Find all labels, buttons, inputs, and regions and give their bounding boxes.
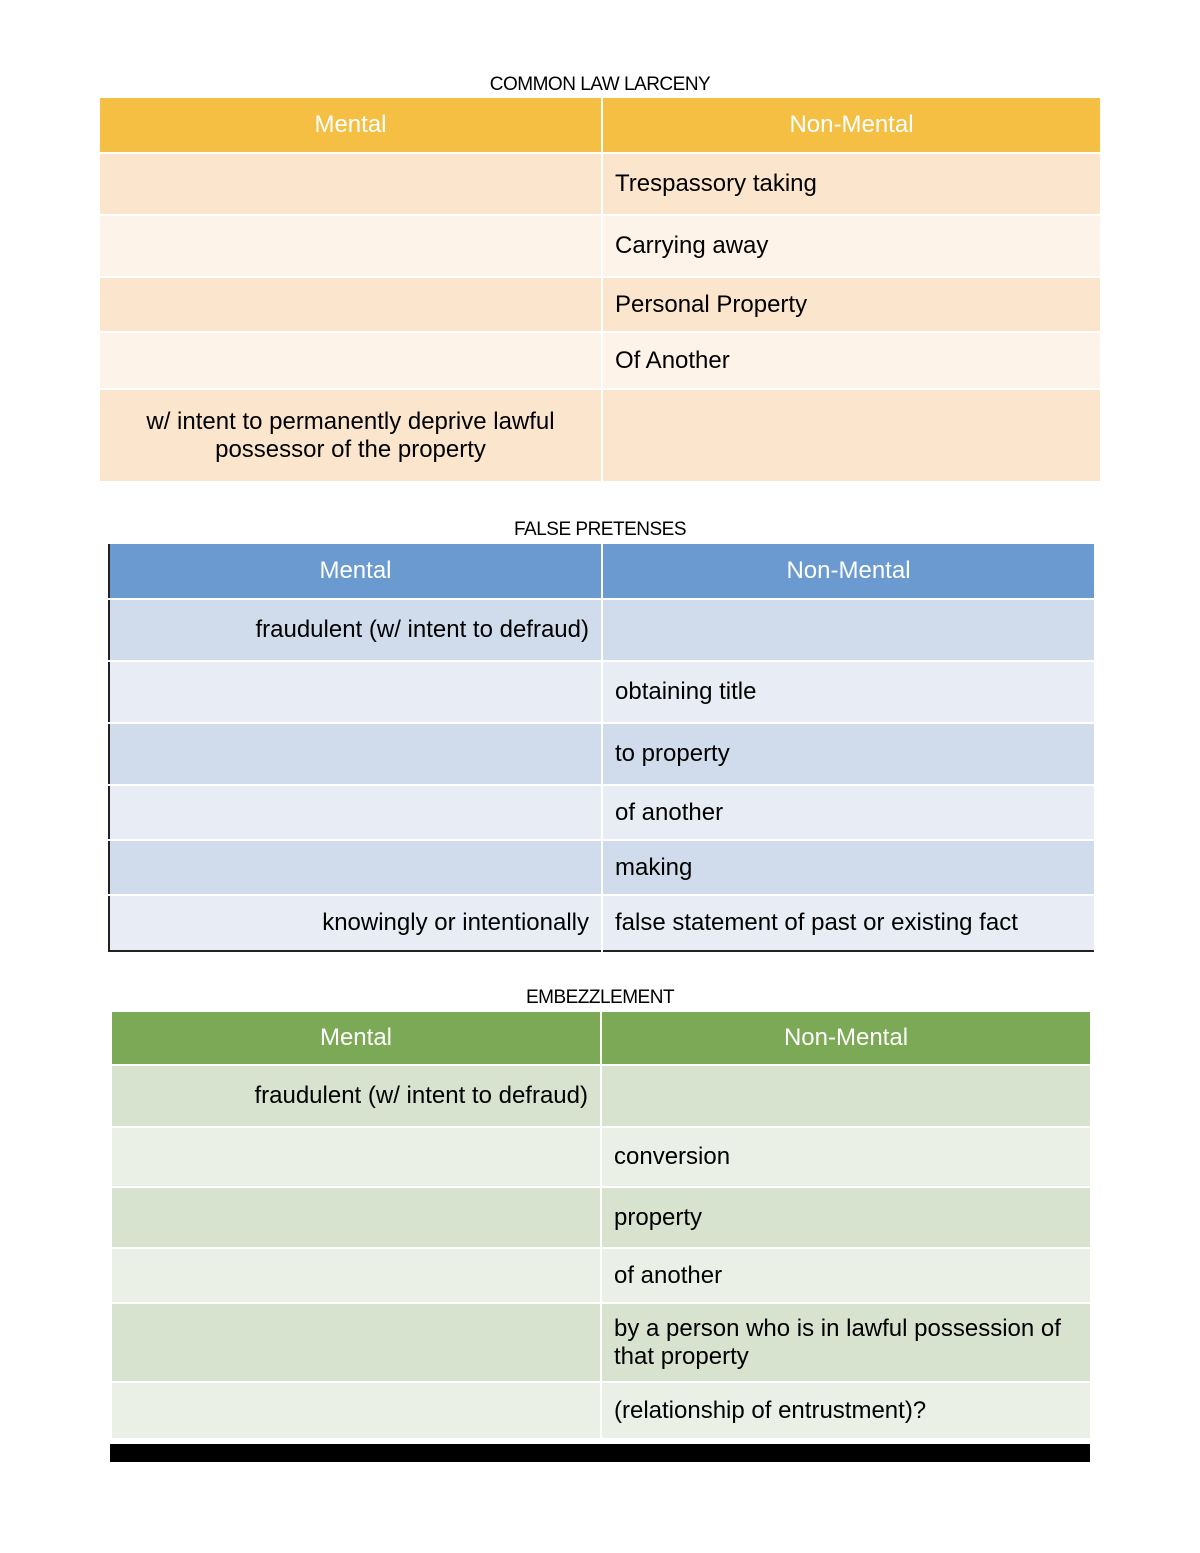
table-row: [100, 277, 1100, 332]
non-mental-cell: conversion: [601, 1127, 1090, 1187]
table-row: [112, 1248, 1090, 1303]
mental-cell: [100, 332, 602, 389]
non-mental-cell: to property: [602, 723, 1094, 785]
table-row: [112, 1127, 1090, 1187]
non-mental-cell: of another: [602, 785, 1094, 840]
mental-cell: [112, 1127, 601, 1187]
non-mental-cell: property: [601, 1187, 1090, 1248]
mental-cell: [109, 785, 602, 840]
mental-cell: w/ intent to permanently deprive lawful possessor of the property: [100, 389, 602, 481]
non-mental-cell: obtaining title: [602, 661, 1094, 723]
non-mental-cell: Trespassory taking: [602, 153, 1100, 215]
mental-cell: [100, 215, 602, 277]
section-title-false-pretenses: FALSE PRETENSES: [513, 519, 686, 540]
non-mental-cell: [602, 389, 1100, 481]
non-mental-cell: by a person who is in lawful possession of that property: [601, 1303, 1090, 1382]
mental-cell: [112, 1382, 601, 1438]
table-bottom-border: [110, 1444, 1090, 1462]
mental-cell: [112, 1187, 601, 1248]
mental-cell: [100, 153, 602, 215]
mental-cell: [109, 723, 602, 785]
table-header-row: [100, 98, 1100, 153]
mental-cell: fraudulent (w/ intent to defraud): [112, 1065, 601, 1127]
non-mental-cell: Personal Property: [602, 277, 1100, 332]
table-row: [100, 153, 1100, 215]
table-row: [112, 1382, 1090, 1438]
false-pretenses-table: [108, 544, 1094, 952]
mental-cell: knowingly or intentionally: [109, 895, 602, 951]
non-mental-cell: Carrying away: [602, 215, 1100, 277]
non-mental-cell: (relationship of entrustment)?: [601, 1382, 1090, 1438]
column-header-non-mental: Non-Mental: [602, 544, 1094, 599]
non-mental-cell: [601, 1065, 1090, 1127]
table-row: [112, 1065, 1090, 1127]
table-row: [109, 599, 1094, 661]
table-row: [112, 1187, 1090, 1248]
section-title-larceny: COMMON LAW LARCENY: [489, 74, 711, 95]
table-row: [112, 1303, 1090, 1382]
table-row: [100, 332, 1100, 389]
non-mental-cell: of another: [601, 1248, 1090, 1303]
non-mental-cell: making: [602, 840, 1094, 895]
column-header-mental: Mental: [112, 1012, 601, 1065]
table-row: [109, 895, 1094, 951]
column-header-non-mental: Non-Mental: [602, 98, 1100, 153]
non-mental-cell: Of Another: [602, 332, 1100, 389]
mental-cell: [109, 661, 602, 723]
section-title-embezzlement: EMBEZZLEMENT: [525, 987, 675, 1008]
larceny-table: [100, 98, 1100, 481]
column-header-mental: Mental: [109, 544, 602, 599]
table-row: [109, 723, 1094, 785]
mental-cell: [112, 1303, 601, 1382]
non-mental-cell: false statement of past or existing fact: [602, 895, 1094, 951]
mental-cell: [109, 840, 602, 895]
table-row: [109, 661, 1094, 723]
table-header-row: [112, 1012, 1090, 1065]
mental-cell: [100, 277, 602, 332]
table-row: [100, 215, 1100, 277]
table-row: [109, 840, 1094, 895]
mental-cell: fraudulent (w/ intent to defraud): [109, 599, 602, 661]
embezzlement-table: [112, 1012, 1090, 1438]
table-row: [100, 389, 1100, 481]
column-header-non-mental: Non-Mental: [601, 1012, 1090, 1065]
mental-cell: [112, 1248, 601, 1303]
table-row: [109, 785, 1094, 840]
column-header-mental: Mental: [100, 98, 602, 153]
table-header-row: [109, 544, 1094, 599]
non-mental-cell: [602, 599, 1094, 661]
